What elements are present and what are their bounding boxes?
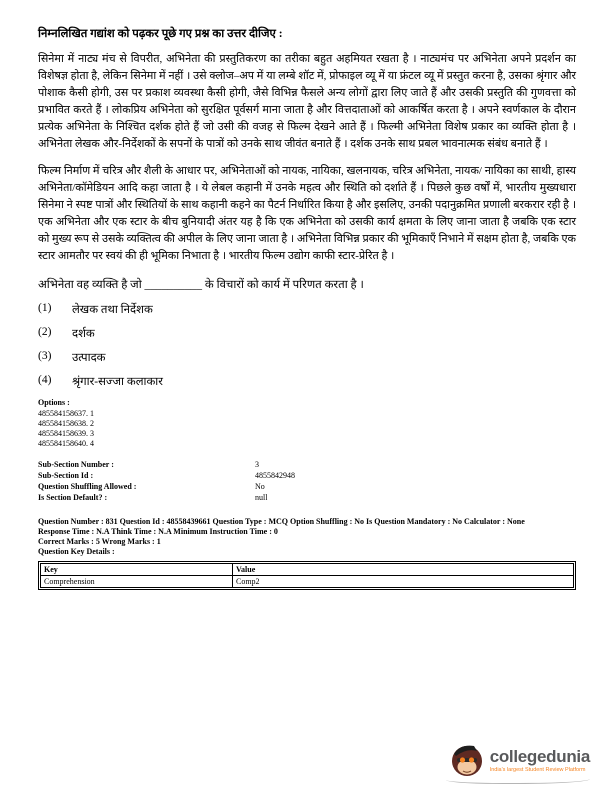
value-cell: Comp2 bbox=[233, 576, 574, 588]
option-id: 485584158640. 4 bbox=[38, 439, 94, 448]
collegedunia-logo bbox=[450, 742, 590, 778]
mascot-icon bbox=[450, 742, 484, 778]
option-id-list bbox=[38, 409, 576, 449]
option-number: (4) bbox=[38, 374, 52, 386]
passage-paragraph-2: फिल्म निर्माण में चरित्र और शैली के आधार पर, अभिनेताओं को नायक, नायिका, खलनायक, चरित्र अभिनेता, नायक/ नायिका का साथी, हास्य अभिनेता/कॉमेडियन आदि कहा जाता है । ये लेबल कहानी में उनके महत्व और स्थिति को दर्शाते हैं । पिछले कुछ वर्षों में, भारतीय मुख्यधारा सिनेमा ने स्पष्ट पात्रों और स्थितियों के साथ कहानी कहने का पैटर्न निर्धारित किया है और इसलिए, उनकी पदानुक्रमित प्रणाली बरकरार रही है । एक अभिनेता और एक स्टार के बीच बुनियादी अंतर यह है कि एक अभिनेता को उसकी कार्य क्षमता के लिए जाना जाता है जबकि एक स्टार को मुख्य रूप से उसके व्यक्तित्व की अपील के लिए जाना जाता है । अभिनेता विभिन्न प्रकार की भूमिकाएँ निभाने में सक्षम होता है, जबकि एक स्टार आमतौर पर स्वयं की ही भूमिका निभाता है । भारतीय फिल्म उद्योग काफी स्टार-प्रेरित है । bbox=[38, 165, 576, 262]
meta-label: Question Shuffling Allowed : bbox=[38, 482, 137, 491]
option-row bbox=[38, 326, 576, 341]
option-row bbox=[38, 350, 576, 365]
meta-value: null bbox=[255, 493, 268, 502]
page-content bbox=[38, 26, 576, 590]
options-header: Options : bbox=[38, 398, 70, 407]
instruction-heading: निम्नलिखित गद्यांश को पढ़कर पूछे गए प्रश्न का उत्तर दीजिए : bbox=[38, 28, 283, 40]
meta-label: Sub-Section Id : bbox=[38, 471, 94, 480]
logo-wordmark: collegedunia bbox=[489, 746, 590, 766]
option-label: दर्शक bbox=[72, 328, 95, 340]
logo-swoosh bbox=[446, 774, 590, 784]
key-cell: Comprehension bbox=[41, 576, 233, 588]
question-key-table bbox=[40, 563, 574, 588]
question-text: अभिनेता वह व्यक्ति है जो __________ के विचारों को कार्य में परिणत करता है । bbox=[38, 279, 364, 291]
meta-value: 4855842948 bbox=[255, 471, 295, 480]
option-number: (1) bbox=[38, 302, 52, 314]
table-header-row bbox=[41, 564, 574, 576]
key-column-header: Key bbox=[41, 564, 233, 576]
sub-section-meta bbox=[38, 459, 576, 503]
meta-row bbox=[38, 481, 576, 492]
meta-value: 3 bbox=[255, 460, 259, 469]
meta-label: Is Section Default? : bbox=[38, 493, 108, 502]
meta-row bbox=[38, 492, 576, 503]
option-row bbox=[38, 302, 576, 317]
meta-row bbox=[38, 470, 576, 481]
logo-tagline: India's largest Student Review Platform bbox=[489, 766, 586, 773]
option-id: 485584158638. 2 bbox=[38, 419, 94, 428]
option-label: उत्पादक bbox=[72, 352, 106, 364]
option-label: श्रृंगार-सज्जा कलाकार bbox=[72, 376, 163, 388]
question-info-line: Response Time : N.A Think Time : N.A Minimum Instruction Time : 0 bbox=[38, 527, 278, 536]
meta-row bbox=[38, 459, 576, 470]
logo-text-column bbox=[490, 748, 590, 773]
option-id: 485584158639. 3 bbox=[38, 429, 94, 438]
question-info-line: Question Key Details : bbox=[38, 547, 115, 556]
question-info-block bbox=[38, 517, 576, 557]
option-label: लेखक तथा निर्देशक bbox=[72, 304, 153, 316]
question-info-line: Question Number : 831 Question Id : 48558439661 Question Type : MCQ Option Shuffling : No Is Question Mandatory : No Calculator : None bbox=[38, 517, 525, 526]
option-row bbox=[38, 374, 576, 389]
option-number: (3) bbox=[38, 350, 52, 362]
option-id: 485584158637. 1 bbox=[38, 409, 94, 418]
option-number: (2) bbox=[38, 326, 52, 338]
question-key-table-wrap bbox=[38, 561, 576, 590]
meta-value: No bbox=[255, 482, 265, 491]
table-row bbox=[41, 576, 574, 588]
passage-paragraph-1: सिनेमा में नाट्य मंच से विपरीत, अभिनेता की प्रस्तुतिकरण का तरीका बहुत अहमियत रखता है । नाट्यमंच पर अभिनेता अपने प्रदर्शन का विशेषज्ञ होता है, लेकिन सिनेमा में नहीं । उसे क्लोज–अप में या लम्बे शॉट में, प्रोफाइल व्यू में या फ्रंटल व्यू में प्रस्तुत करना है, उसका श्रृंगार और पोशाक कैसी होगी, उस पर प्रकाश व्यवस्था कैसी होगी, जैसे विभिन्न फैसले अन्य लोगों द्वारा लिए जाते हैं और उसकी प्रस्तुति की गुणवत्ता को प्रभावित करते हैं । लोकप्रिय अभिनेता को सुरक्षित पूर्वसर्ग माना जाता है और वित्तदाताओं को आकर्षित करता है । अपने स्वर्णकाल के दौरान प्रत्येक अभिनेता के निश्चित दर्शक होते हैं जो उसी की वजह से फिल्म देखने आते हैं । फिल्मी अभिनेता विशेष प्रकार का व्यक्ति होता है । अभिनेता लेखक और-निर्देशकों के सपनों के पात्रों को उनके साथ जीवंत बनाते हैं । दर्शक उनके साथ प्रबल भावनात्मक संबंध बनाते हैं । bbox=[38, 53, 576, 150]
meta-label: Sub-Section Number : bbox=[38, 460, 114, 469]
question-info-line: Correct Marks : 5 Wrong Marks : 1 bbox=[38, 537, 161, 546]
value-column-header: Value bbox=[233, 564, 574, 576]
